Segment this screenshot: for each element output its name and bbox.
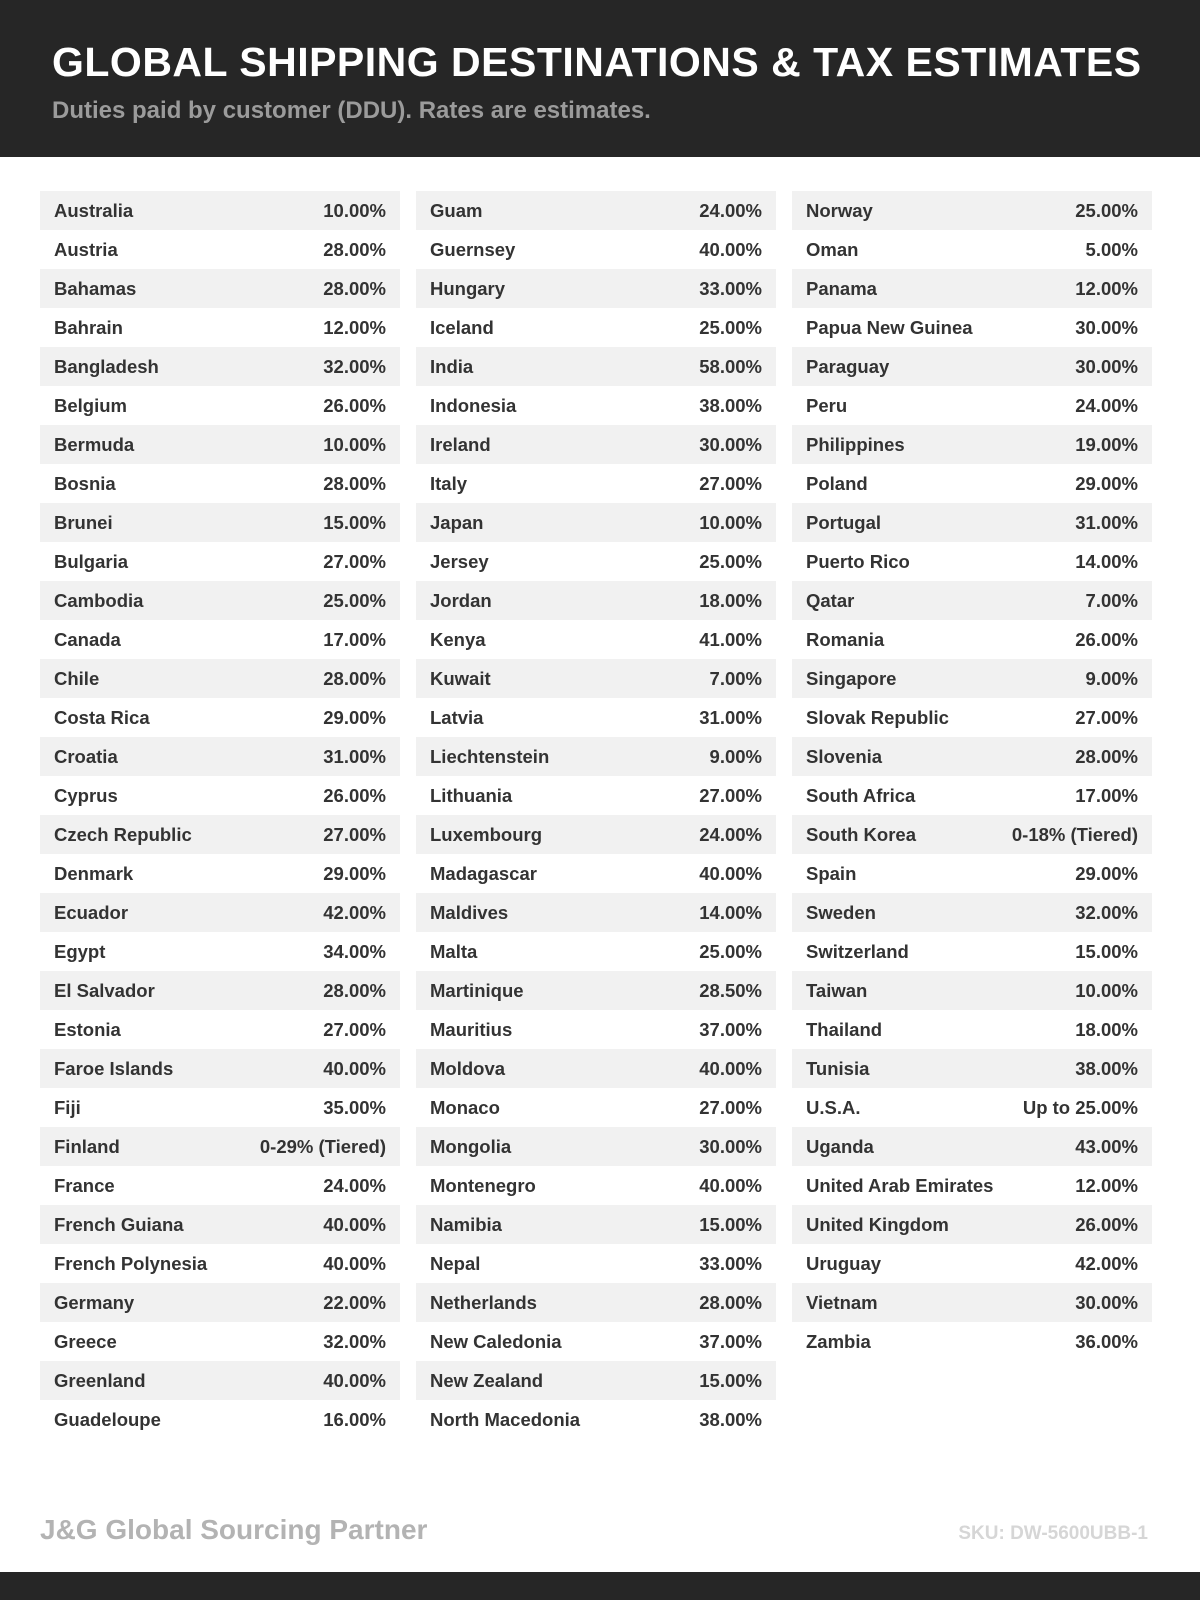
tax-rate: 10.00% — [323, 433, 386, 455]
rate-row — [40, 776, 400, 815]
tax-rate: 25.00% — [699, 550, 762, 572]
tax-rate: 28.00% — [323, 472, 386, 494]
country-name: Japan — [430, 511, 484, 533]
country-name: Germany — [54, 1291, 135, 1313]
country-name: Iceland — [430, 316, 494, 338]
tax-rate: 38.00% — [699, 1408, 762, 1430]
rate-row — [792, 542, 1152, 581]
country-name: Jersey — [430, 550, 489, 572]
rate-row — [792, 464, 1152, 503]
rate-row — [40, 659, 400, 698]
tax-rate: 30.00% — [1075, 1291, 1138, 1313]
tax-rate: 22.00% — [323, 1291, 386, 1313]
rate-row — [416, 776, 776, 815]
rate-row — [792, 1283, 1152, 1322]
rate-row — [416, 620, 776, 659]
rates-column-3 — [792, 191, 1152, 1361]
country-name: Nepal — [430, 1252, 481, 1274]
country-name: Liechtenstein — [430, 745, 550, 767]
tax-rate: 38.00% — [1075, 1057, 1138, 1079]
tax-rate: 25.00% — [699, 316, 762, 338]
country-name: Kuwait — [430, 667, 491, 689]
rate-row — [40, 425, 400, 464]
rate-row — [40, 1049, 400, 1088]
tax-rate: 30.00% — [699, 433, 762, 455]
country-name: Brunei — [54, 511, 113, 533]
tax-rate: 27.00% — [699, 472, 762, 494]
rate-row — [792, 893, 1152, 932]
country-name: Philippines — [806, 433, 905, 455]
country-name: Peru — [806, 394, 848, 416]
country-name: Thailand — [806, 1018, 883, 1040]
rate-row — [40, 1010, 400, 1049]
country-name: Netherlands — [430, 1291, 537, 1313]
tax-rate: 29.00% — [323, 862, 386, 884]
country-name: Bangladesh — [54, 355, 159, 377]
tax-rate: 26.00% — [323, 784, 386, 806]
rate-row — [792, 1088, 1152, 1127]
rate-row — [40, 698, 400, 737]
country-name: Latvia — [430, 706, 484, 728]
rate-row — [40, 542, 400, 581]
rate-row — [40, 191, 400, 230]
tax-rate: 27.00% — [1075, 706, 1138, 728]
country-name: Jordan — [430, 589, 492, 611]
country-name: Lithuania — [430, 784, 513, 806]
country-name: Fiji — [54, 1096, 81, 1118]
rate-row — [416, 1010, 776, 1049]
page-title: GLOBAL SHIPPING DESTINATIONS & TAX ESTIMATES — [52, 39, 1142, 85]
country-name: Czech Republic — [54, 823, 192, 845]
tax-rate: 16.00% — [323, 1408, 386, 1430]
rate-row — [416, 1205, 776, 1244]
tax-rate: 12.00% — [1075, 277, 1138, 299]
tax-rate: 30.00% — [1075, 355, 1138, 377]
tax-rate: 26.00% — [323, 394, 386, 416]
tax-rate: 27.00% — [699, 784, 762, 806]
tax-rate: 42.00% — [323, 901, 386, 923]
rate-row — [416, 503, 776, 542]
rate-row — [40, 269, 400, 308]
country-name: Namibia — [430, 1213, 502, 1235]
rate-row — [792, 737, 1152, 776]
page-subtitle: Duties paid by customer (DDU). Rates are estimates. — [52, 97, 651, 125]
tax-rate: 26.00% — [1075, 628, 1138, 650]
country-name: Papua New Guinea — [806, 316, 973, 338]
country-name: Puerto Rico — [806, 550, 910, 572]
country-name: Ireland — [430, 433, 491, 455]
country-name: Tunisia — [806, 1057, 870, 1079]
rate-row — [40, 893, 400, 932]
tax-rate: 24.00% — [1075, 394, 1138, 416]
tax-rate: 27.00% — [323, 550, 386, 572]
tax-rate: 30.00% — [699, 1135, 762, 1157]
country-name: Egypt — [54, 940, 106, 962]
tax-rate: 40.00% — [699, 238, 762, 260]
rate-row — [792, 1244, 1152, 1283]
country-name: India — [430, 355, 474, 377]
country-name: Singapore — [806, 667, 897, 689]
tax-rate: 25.00% — [699, 940, 762, 962]
rate-row — [792, 1127, 1152, 1166]
rate-row — [40, 347, 400, 386]
tax-rate: 25.00% — [323, 589, 386, 611]
tax-rate: 29.00% — [323, 706, 386, 728]
tax-rate: Up to 25.00% — [1022, 1096, 1138, 1118]
rates-column-1 — [40, 191, 400, 1439]
country-name: Switzerland — [806, 940, 909, 962]
footer — [0, 1514, 1200, 1572]
rate-row — [416, 308, 776, 347]
rate-row — [416, 893, 776, 932]
tax-rate: 0-18% (Tiered) — [1011, 823, 1138, 845]
tax-rate: 27.00% — [323, 1018, 386, 1040]
rate-row — [416, 1049, 776, 1088]
country-name: El Salvador — [54, 979, 155, 1001]
tax-rate: 24.00% — [323, 1174, 386, 1196]
country-name: Guernsey — [430, 238, 516, 260]
rate-row — [792, 308, 1152, 347]
country-name: South Africa — [806, 784, 916, 806]
tax-rate: 29.00% — [1075, 862, 1138, 884]
tax-rate: 40.00% — [699, 862, 762, 884]
country-name: Ecuador — [54, 901, 129, 923]
country-name: France — [54, 1174, 115, 1196]
tax-rate: 31.00% — [323, 745, 386, 767]
country-name: Portugal — [806, 511, 882, 533]
brand-name: J&G Global Sourcing Partner — [40, 1514, 428, 1545]
rate-row — [792, 932, 1152, 971]
rate-row — [792, 230, 1152, 269]
country-name: United Kingdom — [806, 1213, 949, 1235]
country-name: Qatar — [806, 589, 855, 611]
tax-rate: 33.00% — [699, 277, 762, 299]
tax-rate: 10.00% — [699, 511, 762, 533]
country-name: Bosnia — [54, 472, 116, 494]
rate-row — [792, 581, 1152, 620]
rate-row — [792, 776, 1152, 815]
country-name: Bermuda — [54, 433, 135, 455]
tax-rate: 31.00% — [1075, 511, 1138, 533]
tax-rate: 32.00% — [323, 1330, 386, 1352]
tax-rate: 40.00% — [323, 1213, 386, 1235]
country-name: Chile — [54, 667, 100, 689]
rates-table — [0, 157, 1200, 1439]
country-name: Sweden — [806, 901, 876, 923]
country-name: Poland — [806, 472, 868, 494]
country-name: Montenegro — [430, 1174, 536, 1196]
country-name: Guam — [430, 199, 483, 221]
tax-rate: 40.00% — [323, 1057, 386, 1079]
rate-row — [792, 1205, 1152, 1244]
rate-row — [40, 581, 400, 620]
country-name: Denmark — [54, 862, 134, 884]
rate-row — [416, 1166, 776, 1205]
country-name: Martinique — [430, 979, 524, 1001]
country-name: Greenland — [54, 1369, 146, 1391]
country-name: Taiwan — [806, 979, 868, 1001]
rate-row — [40, 1283, 400, 1322]
rate-row — [792, 1322, 1152, 1361]
country-name: Cambodia — [54, 589, 144, 611]
country-name: Italy — [430, 472, 468, 494]
country-name: Greece — [54, 1330, 117, 1352]
rate-row — [40, 1205, 400, 1244]
rate-row — [416, 425, 776, 464]
rate-row — [416, 386, 776, 425]
country-name: New Zealand — [430, 1369, 544, 1391]
tax-rate: 32.00% — [1075, 901, 1138, 923]
rate-row — [416, 1322, 776, 1361]
tax-rate: 14.00% — [699, 901, 762, 923]
country-name: Finland — [54, 1135, 120, 1157]
rate-row — [40, 1127, 400, 1166]
tax-rate: 24.00% — [699, 199, 762, 221]
tax-rate: 27.00% — [323, 823, 386, 845]
tax-rate: 27.00% — [699, 1096, 762, 1118]
tax-rate: 40.00% — [323, 1369, 386, 1391]
country-name: U.S.A. — [806, 1096, 861, 1118]
country-name: Mauritius — [430, 1018, 513, 1040]
rate-row — [416, 1244, 776, 1283]
rate-row — [40, 737, 400, 776]
tax-rate: 40.00% — [699, 1174, 762, 1196]
tax-rate: 9.00% — [709, 745, 762, 767]
rates-column-2 — [416, 191, 776, 1439]
rate-row — [40, 1244, 400, 1283]
tax-rate: 42.00% — [1075, 1252, 1138, 1274]
tax-rate: 37.00% — [699, 1330, 762, 1352]
country-name: Mongolia — [430, 1135, 512, 1157]
country-name: Costa Rica — [54, 706, 150, 728]
country-name: United Arab Emirates — [806, 1174, 994, 1196]
rate-row — [40, 230, 400, 269]
country-name: Madagascar — [430, 862, 537, 884]
tax-rate: 36.00% — [1075, 1330, 1138, 1352]
country-name: French Guiana — [54, 1213, 184, 1235]
country-name: Uruguay — [806, 1252, 882, 1274]
rate-row — [416, 464, 776, 503]
rate-row — [40, 1088, 400, 1127]
rate-row — [40, 1400, 400, 1439]
rate-row — [40, 815, 400, 854]
rate-row — [416, 1127, 776, 1166]
rate-row — [40, 1322, 400, 1361]
tax-rate: 41.00% — [699, 628, 762, 650]
rate-row — [416, 1283, 776, 1322]
tax-rate: 40.00% — [323, 1252, 386, 1274]
tax-rate: 7.00% — [709, 667, 762, 689]
country-name: Slovenia — [806, 745, 883, 767]
tax-rate: 12.00% — [323, 316, 386, 338]
country-name: Hungary — [430, 277, 506, 299]
rate-row — [792, 1010, 1152, 1049]
tax-rate: 28.00% — [323, 979, 386, 1001]
tax-rate: 38.00% — [699, 394, 762, 416]
rate-row — [792, 1166, 1152, 1205]
rate-row — [792, 386, 1152, 425]
tax-rate: 0-29% (Tiered) — [259, 1135, 386, 1157]
tax-rate: 15.00% — [323, 511, 386, 533]
rate-row — [416, 581, 776, 620]
rate-row — [416, 1088, 776, 1127]
tax-rate: 31.00% — [699, 706, 762, 728]
tax-rate: 35.00% — [323, 1096, 386, 1118]
country-name: Oman — [806, 238, 859, 260]
tax-rate: 28.00% — [1075, 745, 1138, 767]
country-name: Bahrain — [54, 316, 123, 338]
country-name: Canada — [54, 628, 121, 650]
country-name: Indonesia — [430, 394, 517, 416]
tax-rate: 33.00% — [699, 1252, 762, 1274]
tax-rate: 10.00% — [1075, 979, 1138, 1001]
rate-row — [40, 308, 400, 347]
tax-rate: 25.00% — [1075, 199, 1138, 221]
country-name: Monaco — [430, 1096, 500, 1118]
rate-row — [40, 620, 400, 659]
rate-row — [416, 815, 776, 854]
country-name: Bahamas — [54, 277, 137, 299]
country-name: Maldives — [430, 901, 509, 923]
tax-rate: 17.00% — [323, 628, 386, 650]
country-name: Luxembourg — [430, 823, 543, 845]
country-name: Belgium — [54, 394, 127, 416]
rate-row — [792, 269, 1152, 308]
country-name: Estonia — [54, 1018, 121, 1040]
tax-rate: 14.00% — [1075, 550, 1138, 572]
country-name: New Caledonia — [430, 1330, 562, 1352]
tax-rate: 9.00% — [1085, 667, 1138, 689]
rate-row — [416, 854, 776, 893]
tax-rate: 28.00% — [699, 1291, 762, 1313]
rate-row — [416, 542, 776, 581]
header-banner — [0, 0, 1200, 157]
tax-rate: 10.00% — [323, 199, 386, 221]
tax-rate: 58.00% — [699, 355, 762, 377]
tax-rate: 32.00% — [323, 355, 386, 377]
rate-row — [40, 932, 400, 971]
rate-row — [792, 854, 1152, 893]
tax-rate: 18.00% — [1075, 1018, 1138, 1040]
tax-rate: 12.00% — [1075, 1174, 1138, 1196]
tax-rate: 28.00% — [323, 667, 386, 689]
country-name: Cyprus — [54, 784, 118, 806]
tax-rate: 28.00% — [323, 277, 386, 299]
rate-row — [40, 854, 400, 893]
country-name: Australia — [54, 199, 134, 221]
rate-row — [416, 347, 776, 386]
country-name: Kenya — [430, 628, 486, 650]
country-name: North Macedonia — [430, 1408, 581, 1430]
rate-row — [416, 269, 776, 308]
country-name: Bulgaria — [54, 550, 129, 572]
rate-row — [40, 1166, 400, 1205]
country-name: Faroe Islands — [54, 1057, 174, 1079]
tax-rate: 19.00% — [1075, 433, 1138, 455]
rate-row — [416, 737, 776, 776]
rate-row — [416, 971, 776, 1010]
rate-row — [792, 659, 1152, 698]
country-name: Zambia — [806, 1330, 871, 1352]
tax-rate: 37.00% — [699, 1018, 762, 1040]
country-name: Vietnam — [806, 1291, 878, 1313]
country-name: Romania — [806, 628, 885, 650]
rate-row — [416, 932, 776, 971]
tax-rate: 15.00% — [699, 1213, 762, 1235]
rate-row — [792, 425, 1152, 464]
rate-row — [416, 191, 776, 230]
rate-row — [792, 1049, 1152, 1088]
country-name: Paraguay — [806, 355, 890, 377]
tax-rate: 26.00% — [1075, 1213, 1138, 1235]
rate-row — [416, 1400, 776, 1439]
tax-rate: 15.00% — [699, 1369, 762, 1391]
rate-row — [792, 971, 1152, 1010]
country-name: Guadeloupe — [54, 1408, 161, 1430]
tax-rate: 15.00% — [1075, 940, 1138, 962]
rate-row — [40, 971, 400, 1010]
rate-row — [792, 347, 1152, 386]
country-name: French Polynesia — [54, 1252, 208, 1274]
rate-row — [792, 698, 1152, 737]
sku-label: SKU: DW-5600UBB-1 — [958, 1523, 1148, 1544]
rate-row — [792, 815, 1152, 854]
tax-rate: 5.00% — [1085, 238, 1138, 260]
bottom-bar — [0, 1572, 1200, 1600]
rate-row — [792, 620, 1152, 659]
tax-rate: 24.00% — [699, 823, 762, 845]
country-name: Moldova — [430, 1057, 506, 1079]
country-name: Spain — [806, 862, 857, 884]
rate-row — [416, 698, 776, 737]
rate-row — [416, 230, 776, 269]
tax-rate: 34.00% — [323, 940, 386, 962]
tax-rate: 7.00% — [1085, 589, 1138, 611]
country-name: Panama — [806, 277, 877, 299]
country-name: Croatia — [54, 745, 118, 767]
tax-rate: 40.00% — [699, 1057, 762, 1079]
rate-row — [40, 1361, 400, 1400]
country-name: Austria — [54, 238, 118, 260]
tax-rate: 30.00% — [1075, 316, 1138, 338]
rate-row — [40, 503, 400, 542]
tax-rate: 29.00% — [1075, 472, 1138, 494]
tax-rate: 43.00% — [1075, 1135, 1138, 1157]
rate-row — [792, 503, 1152, 542]
tax-rate: 18.00% — [699, 589, 762, 611]
rate-row — [416, 659, 776, 698]
tax-rate: 28.00% — [323, 238, 386, 260]
country-name: Norway — [806, 199, 873, 221]
country-name: South Korea — [806, 823, 916, 845]
rate-row — [416, 1361, 776, 1400]
rate-row — [40, 386, 400, 425]
country-name: Uganda — [806, 1135, 874, 1157]
rate-row — [40, 464, 400, 503]
tax-rate: 17.00% — [1075, 784, 1138, 806]
country-name: Slovak Republic — [806, 706, 949, 728]
rate-row — [792, 191, 1152, 230]
country-name: Malta — [430, 940, 478, 962]
tax-rate: 28.50% — [699, 979, 762, 1001]
